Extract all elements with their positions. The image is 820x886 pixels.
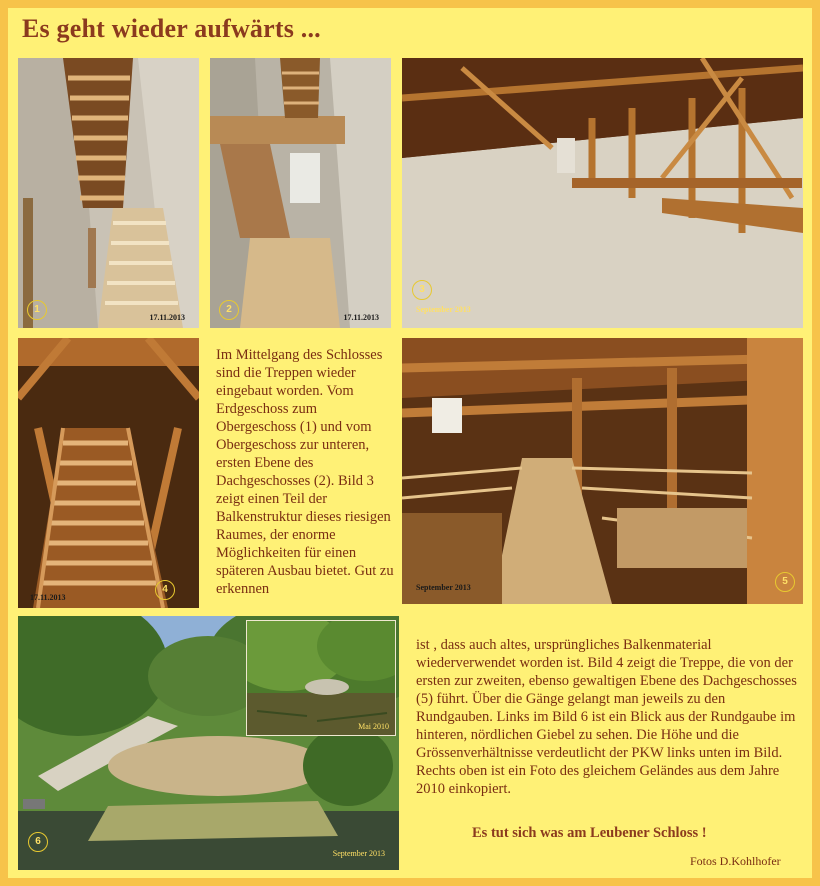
photo-date: 17.11.2013 — [149, 313, 185, 322]
closing-line: Es tut sich was am Leubener Schloss ! — [472, 825, 707, 841]
photo-date: September 2013 — [332, 849, 385, 858]
photo-6-dormer-view — [18, 616, 399, 870]
photo-number-badge: 2 — [219, 300, 239, 320]
photo-credit: Fotos D.Kohlhofer — [690, 854, 781, 868]
photo-number-badge: 4 — [155, 580, 175, 600]
photo-number-badge: 1 — [27, 300, 47, 320]
photo-5-attic-walkways — [402, 338, 803, 604]
body-paragraph-2: ist , dass auch altes, ursprüngliches Balkenmaterial wiederverwendet worden ist. Bild 4 zeigt die Treppe, die von der ersten zur zweiten, ebenso gewaltigen Ebene des Dachgeschosses (5) führt. Über die Gänge gelangt man jeweils zu den Rundgauben. Links im Bild 6 ist ein Blick aus der Rundgaube im hinteren, nördlichen Giebel zu sehen. Die Höhe und die Grössenverhältnisse verdeutlicht der PKW links unten im Bild. Rechts oben ist ein Foto des gleichem Geländes aus dem Jahre 2010 einkopiert. — [416, 637, 797, 797]
inset-photo-2010 — [246, 620, 396, 736]
photo-date: 17.11.2013 — [343, 313, 379, 322]
body-paragraph-1: Im Mittelgang des Schlosses sind die Treppen wieder eingebaut worden. Vom Erdgeschoss zum Obergeschoss (1) und vom Obergeschoss zur unteren, ersten Ebene des Dachgeschosses (2). Bild 3 zeigt einen Teil der Balkenstruktur dieses riesigen Raumes, der enorme Möglichkeiten für einen späteren Ausbau bietet. Gut zu erkennen — [216, 347, 394, 597]
photo-4-attic-staircase — [18, 338, 199, 608]
photo-date: 17.11.2013 — [30, 593, 66, 602]
photo-number-badge: 3 — [412, 280, 432, 300]
photo-2-staircase — [210, 58, 391, 328]
photo-number-badge: 6 — [28, 832, 48, 852]
inset-photo-date: Mai 2010 — [358, 722, 389, 731]
photo-3-attic-beams — [402, 58, 803, 328]
photo-number-badge: 5 — [775, 572, 795, 592]
photo-1-staircase — [18, 58, 199, 328]
photo-date: September 2013 — [416, 583, 471, 592]
page-title: Es geht wieder aufwärts ... — [22, 14, 321, 43]
photo-date: September 2013 — [416, 305, 471, 314]
